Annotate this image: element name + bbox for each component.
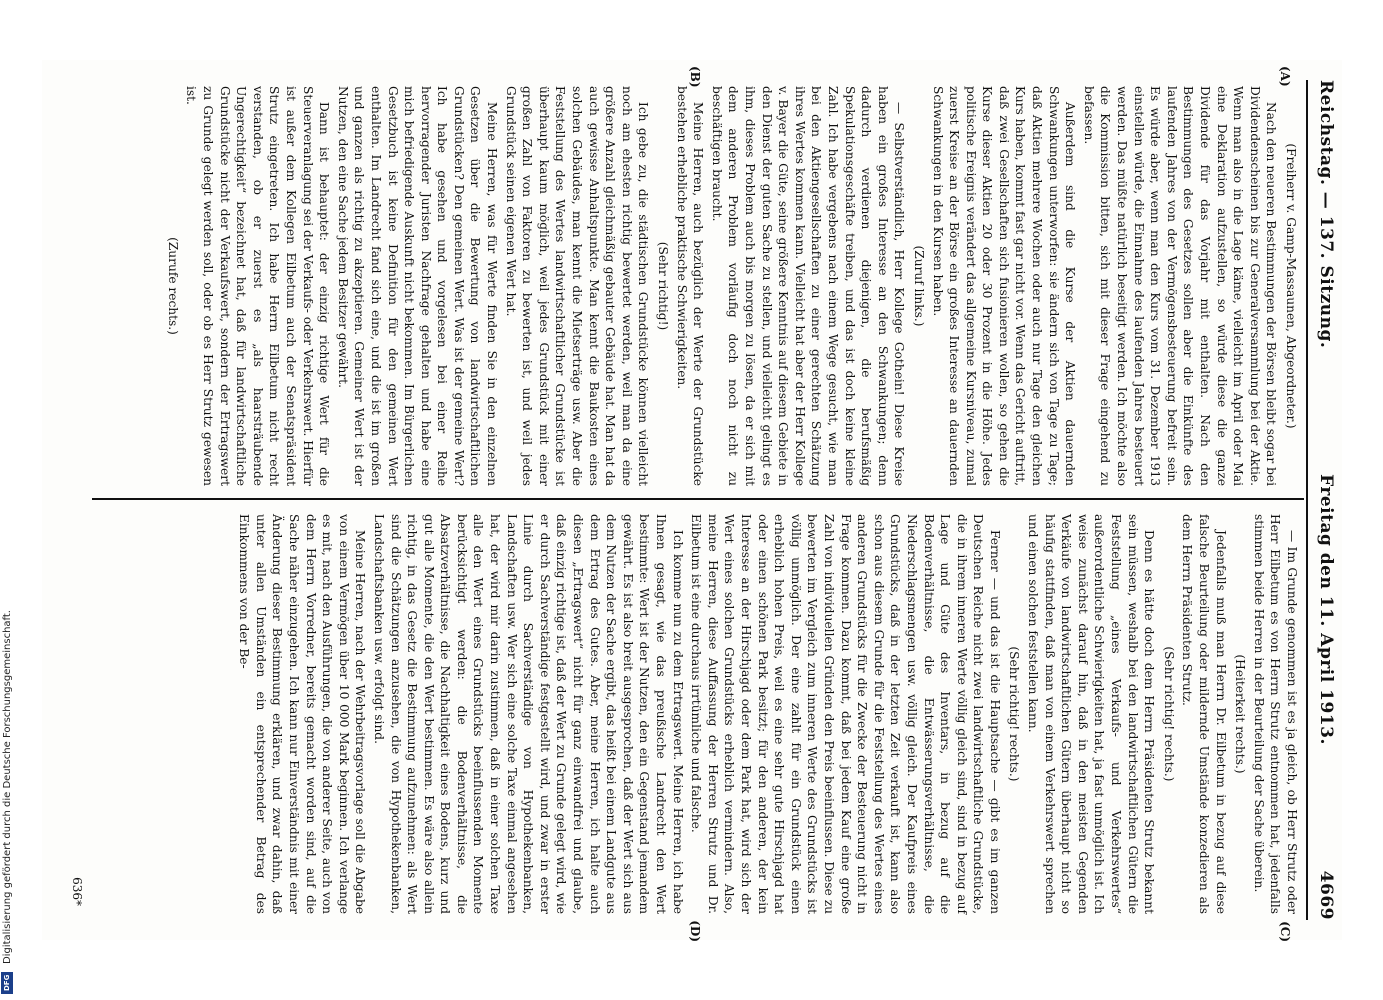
header-left: Reichstag. — 137. Sitzung. (1315, 80, 1336, 349)
marker-a: (A) (1277, 66, 1292, 87)
marker-c: (C) (1277, 921, 1292, 942)
paragraph: Meine Herren, auch bezüglich der Werte der Grundstücke bestehen erhebliche praktische Schwierigkeiten. (674, 86, 705, 486)
paragraph: Ich gebe zu, die städtischen Grundstücke können vielleicht noch am ehesten richtig bewertet werden, weil man da eine größere Anzahl gleichmäßig gebauter Gebäude hat. Man hat da auch gewisse Anhaltspunkte. Man kennt die Baukosten eines solchen Gebäudes, man kennt die Mietserträge usw. Aber die Feststellung des Wertes landwirtschaftlicher Grundstücke ist überhaupt kaum möglich, weil jedes Grundstück mit einer großen Zahl von Faktoren zu bewerten ist, und weil jedes Grundstück seinen eigenen Wert hat. (503, 86, 650, 486)
paragraph: Meine Herren, nach der Wehrbeitragsvorlage soll die Abgabe von einem Vermögen über 10 000 Mark beginnen. Ich verlange es mit, nach den Ausführungen, die von anderer Seite, auch von dem Herrn Vorredner, bereits gemacht worden sind, auf die Sache näher einzugehen. Ich kann nur Einverständnis mit einer Änderung dieser Bestimmung erklären, und zwar dahin, daß unter allen Umständen ein entsprechender Betrag des Einkommens von der Be- (236, 514, 367, 914)
paragraph: — Im Grunde genommen ist es ja gleich, ob Herr Strutz oder Herr Eilbetum es von Herrn Strutz entnommen hat, jedenfalls stimmen beide Herren in der Beurteilung der Sache überein. (1251, 514, 1299, 914)
right-column (233, 514, 1299, 914)
interjection: (Sehr richtig! rechts.) (1007, 646, 1021, 782)
header-rule (1306, 80, 1308, 920)
left-column (161, 86, 1300, 486)
paragraph: Meine Herren, was für Werte finden Sie in den einzelnen Gesetzen über die Bewertung von landwirtschaftlichen Grundstücken? Den gemeinen Wert. Was ist der gemeine Wert? Ich habe gesehen und vorgelesen bei einer Reihe hervorragender Juristen Nachfrage gehalten und habe eine mich befriedigende Auskunft nicht bekommen. Im Bürgerlichen Gesetzbuch ist keine Definition für den gemeinen Wert enthalten. Im Landrecht fand sich eine, und die ist im großen und ganzen als richtig zu akzeptieren. Gemeiner Wert ist der Nutzen, den eine Sache jedem Besitzer gewährt. (335, 86, 499, 486)
digitization-credit (0, 0, 14, 1000)
speaker-line: (Freiherr v. Gamp-Massaunen, Abgeordneter.) (1283, 143, 1298, 429)
page-number: 4669 (1315, 870, 1336, 920)
interjection: (Zuruf links.) (911, 245, 926, 327)
marker-b: (B) (687, 66, 702, 88)
credit-text: Digitalisierung gefördert durch die Deutsche Forschungsgemeinschaft. (1, 609, 13, 964)
signature-mark: 636* (69, 877, 84, 906)
dfg-logo-icon: DFG (1, 972, 13, 994)
interjection: (Sehr richtig!) (655, 241, 670, 331)
interjection: (Heiterkeit rechts.) (1232, 654, 1247, 774)
header-date: Freitag den 11. April 1913. (1315, 474, 1336, 745)
paragraph: Denn es hätte doch dem Herrn Präsidenten Strutz bekannt sein müssen, weshalb bei den landwirtschaftlichen Gütern die Feststellung „eines Verkaufs- und Verkehrswertes“ außerordentliche Schwierigkeiten hat, ja fast unmöglich ist. Ich weise zunächst darauf hin, daß in den meisten Gegenden Verkäufe von landwirtschaftlichen Gütern überhaupt nicht so häufig stattfinden, daß man von einem Verkehrswert sprechen und einen solchen feststellen kann. (1025, 514, 1156, 914)
interjection: (Sehr richtig! rechts.) (1161, 646, 1176, 782)
marker-d: (D) (687, 920, 702, 942)
paragraph: Nach den neueren Bestimmungen der Börsen bleibt sogar bei Dividendenscheinen bis zur Generalversammlung bei der Aktie. Wenn man also in die Lage käme, vielleicht im April oder Mai eine Deklaration aufzustellen, so würde diese die ganze Dividende für das Vorjahr mit enthalten. Nach den Bestimmungen des Gesetzes sollen aber die Einkünfte des laufenden Jahres von der Vermögensbesteuerung befreit sein. Es würde aber, wenn man den Kurs vom 31. Dezember 1913 einstellen würde, die Einnahme des laufenden Jahres besteuert werden. Das müßte natürlich beseitigt werden. Ich möchte also die Kommission bitten, sich mit dieser Frage eingehend zu befassen. (1081, 86, 1278, 486)
page-header (1310, 80, 1336, 920)
paragraph: Ferner — und das ist die Hauptsache — gibt es im ganzen Deutschen Reiche nicht zwei landwirtschaftliche Grundstücke, die in ihrem inneren Werte völlig gleich sind, sind in bezug auf Lage und Güte des Inventars, in bezug auf die Bodenverhältnisse, die Entwässerungsverhältnisse, die Niederschlagsmengen usw. völlig gleich. Der Kaufpreis eines Grundstücks, daß in der letzten Zeit verkauft ist, kann also schon aus diesem Grunde für die Feststellung des Wertes eines anderen Grundstücks für die Zwecke der Besteuerung nicht in Frage kommen. Dazu kommt, daß bei jedem Kauf eine große Zahl von individuellen Gründen den Preis beeinflussen. Diese zu bewerten im Vergleich zum inneren Werte des Grundstücks ist völlig unmöglich. Der eine zahlt für ein Grundstück einen erheblich hohen Preis, weil es eine sehr gute Hirschjagd hat oder einen schönen Park besitzt; für den anderen, der kein Interesse an der Hirschjagd oder dem Park hat, wird sich der Wert eines solchen Grundstücks erheblich vermindern. Also, meine Herren, diese Auffassung der Herren Strutz und Dr. Eilbetum ist eine durchaus irrtümliche und falsche. (688, 514, 1002, 914)
paragraph: Jedenfalls muß man Herrn Dr. Eilbetum in bezug auf diese falsche Beurteilung oder mildernde Umstände konzedieren als dem Herrn Präsidenten Strutz. (1179, 514, 1228, 914)
paragraph: — Selbstverständlich, Herr Kollege Gothein! Diese Kreise haben ein großes Interesse an den Schwankungen; denn dadurch verdienen diejenigen, die berufsmäßig Spekulationsgeschäfte treiben, und das ist doch keine kleine Zahl. Ich habe vergebens nach einem Wege gesucht, wie man bei den Aktiengesellschaften zu einer gerechten Schätzung ihres Wertes kommen kann. Vielleicht hat aber der Herr Kollege v. Bayer die Güte, seine größere Kenntnis auf diesem Gebiete in den Dienst der guten Sache zu stellen, und vielleicht gelingt es ihm, dieses Problem auch bis morgen zu lösen, da er sich mit dem anderen Problem vorläufig doch noch nicht zu beschäftigen braucht. (709, 86, 906, 486)
interjection: (Zurufe rechts.) (165, 237, 180, 335)
column-divider (92, 498, 1304, 500)
newspaper-page (42, 60, 1342, 940)
paragraph: Dann ist behauptet: der einzig richtige Wert für die Steuerveranlagung sei der Verkaufs- oder Verkehrswert. Hierfür ist außer dem Kollegen Eilbetum auch der Senatspräsident Strutz eingetreten. Ich habe Herrn Eilbetum nicht recht verstanden, ob er zuerst es „als haarsträubende Ungerechtigkeit“ bezeichnet hat, daß für landwirtschaftliche Grundstücke nicht der Verkaufswert, sondern der Ertragswert zu Grunde gelegt werden soll, oder ob es Herr Strutz gewesen ist. (183, 86, 331, 486)
paragraph: Außerdem sind die Kurse der Aktien dauernden Schwankungen unterworfen: sie ändern sich von Tage zu Tage; daß Aktien mehrere Wochen oder auch nur Tage den gleichen Kurs haben, kommt fast gar nicht vor. Wenn das Gericht auftritt, daß zwei Gesellschaften sich fusionieren wollen, so gehen die Kurse dieser Aktien 20 oder 30 Prozent in die Höhe. Jedes politische Ereignis verändert das allgemeine Kursniveau, zumal zuerst Kreise an der Börse ein großes Interesse an dauernden Schwankungen in den Kursen haben. (930, 86, 1077, 486)
paragraph: Ich komme nun zu dem Ertragswert. Meine Herren, ich habe Ihnen gesagt, wie das preußische Landrecht den Wert bestimmte: Wert ist der Nutzen, den ein Gegenstand jemandem gewährt. Es ist also breit ausgesprochen, daß der Wert sich aus dem Nutzen der Sache ergibt, das heißt bei einem Landgute aus dem Ertrag des Gutes. Aber, meine Herren, ich halte auch diesen „Ertragswert“ nicht für ganz einwandfrei und glaube, daß einzig richtige ist, daß der Wert zu Grunde gelegt wird, wie er durch Sachverständige festgestellt wird, und zwar in erster Linie durch Sachverständige von Hypothekenbanken, Landschaften usw. Wer sich eine solche Taxe einmal angesehen hat, der wird mir darin zustimmen, daß in einer solchen Taxe alle den Wert eines Grundstücks beeinflussenden Momente berücksichtigt werden: die Bodenverhältnisse, die Absatzverhältnisse, die Nachhaltigkeit eines Bodens, kurz und gut alle Momente, die den Wert bestimmen. Es wäre also allein richtig, in das Gesetz die Bestimmung aufzunehmen: als Wert sind die Schätzungen anzusehen, die von Hypothekenbanken, Landschaftsbanken usw. erfolgt sind. (371, 514, 685, 914)
